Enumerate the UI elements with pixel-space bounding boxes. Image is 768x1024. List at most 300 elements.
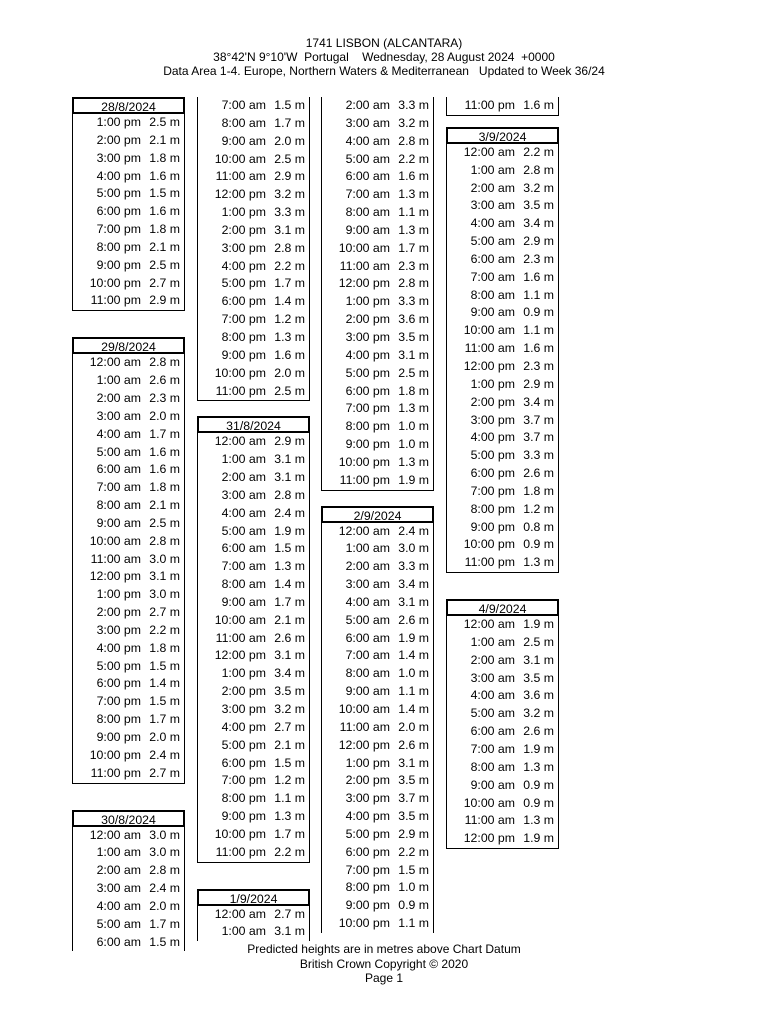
tide-height: 2.2 m bbox=[274, 258, 305, 273]
tide-height: 2.2 m bbox=[149, 622, 180, 637]
tide-time: 3:00 pm bbox=[96, 622, 141, 637]
tide-row bbox=[322, 790, 433, 808]
day-header: 28/8/2024 bbox=[72, 97, 185, 114]
tide-time: 7:00 am bbox=[221, 559, 266, 574]
tide-height: 1.8 m bbox=[398, 383, 429, 398]
day-header: 31/8/2024 bbox=[197, 416, 310, 433]
tide-time: 4:00 am bbox=[470, 688, 515, 703]
tide-column-2 bbox=[197, 97, 310, 967]
day-header: 29/8/2024 bbox=[72, 337, 185, 354]
tide-time: 6:00 pm bbox=[96, 204, 141, 219]
tide-time: 12:00 am bbox=[89, 355, 141, 370]
tide-height: 1.6 m bbox=[398, 169, 429, 184]
tide-row bbox=[198, 222, 309, 240]
tide-height: 2.5 m bbox=[149, 257, 180, 272]
tide-row bbox=[73, 765, 184, 783]
tide-height: 2.3 m bbox=[523, 358, 554, 373]
tide-time: 6:00 am bbox=[345, 630, 390, 645]
tide-row bbox=[447, 97, 558, 115]
report-header bbox=[0, 36, 768, 78]
tide-row bbox=[322, 540, 433, 558]
tide-time: 9:00 pm bbox=[345, 898, 390, 913]
tide-time: 5:00 am bbox=[345, 612, 390, 627]
tide-height: 2.4 m bbox=[149, 881, 180, 896]
tide-time: 12:00 pm bbox=[214, 648, 266, 663]
tide-row bbox=[198, 383, 309, 401]
tide-row bbox=[447, 501, 558, 519]
tide-height: 2.8 m bbox=[149, 863, 180, 878]
day-block bbox=[72, 97, 185, 311]
tide-row bbox=[73, 747, 184, 765]
tide-row bbox=[322, 400, 433, 418]
tide-row bbox=[447, 759, 558, 777]
tide-row bbox=[447, 670, 558, 688]
tide-time: 7:00 pm bbox=[345, 401, 390, 416]
tide-height: 1.0 m bbox=[398, 437, 429, 452]
tide-row bbox=[447, 358, 558, 376]
tide-rows bbox=[197, 906, 310, 942]
tide-height: 1.7 m bbox=[274, 594, 305, 609]
tide-rows bbox=[72, 114, 185, 311]
tide-row bbox=[198, 647, 309, 665]
tide-time: 5:00 am bbox=[96, 444, 141, 459]
tide-height: 2.0 m bbox=[149, 408, 180, 423]
tide-row bbox=[73, 239, 184, 257]
tide-row bbox=[447, 304, 558, 322]
tide-row bbox=[198, 906, 309, 924]
tide-height: 2.2 m bbox=[398, 844, 429, 859]
tide-height: 2.0 m bbox=[274, 365, 305, 380]
tide-height: 2.5 m bbox=[274, 151, 305, 166]
tide-row bbox=[447, 536, 558, 554]
tide-row bbox=[322, 115, 433, 133]
tide-time: 7:00 pm bbox=[96, 222, 141, 237]
tide-height: 1.0 m bbox=[398, 419, 429, 434]
tide-time: 12:00 pm bbox=[214, 187, 266, 202]
tide-height: 2.1 m bbox=[149, 498, 180, 513]
tide-time: 2:00 am bbox=[470, 180, 515, 195]
tide-height: 1.4 m bbox=[398, 702, 429, 716]
tide-time: 2:00 am bbox=[345, 98, 390, 112]
tide-row bbox=[198, 576, 309, 594]
tide-height: 3.1 m bbox=[274, 470, 305, 485]
tide-height: 3.1 m bbox=[274, 452, 305, 467]
data-area-line: Data Area 1-4. Europe, Northern Waters & Mediterranean Updated to Week 36/24 bbox=[163, 64, 605, 78]
tide-row bbox=[73, 862, 184, 880]
tide-time: 6:00 am bbox=[470, 724, 515, 739]
tide-row bbox=[198, 844, 309, 862]
tide-time: 1:00 am bbox=[96, 845, 141, 860]
tide-time: 2:00 pm bbox=[96, 605, 141, 620]
tide-height: 1.2 m bbox=[523, 501, 554, 516]
tide-height: 3.3 m bbox=[523, 448, 554, 463]
tide-row bbox=[447, 144, 558, 162]
tide-time: 9:00 am bbox=[221, 133, 266, 148]
tide-row bbox=[198, 755, 309, 773]
tide-row bbox=[322, 844, 433, 862]
tide-height: 3.1 m bbox=[398, 347, 429, 362]
tide-row bbox=[73, 658, 184, 676]
tide-row bbox=[447, 287, 558, 305]
tide-height: 2.9 m bbox=[274, 169, 305, 184]
tide-height: 3.0 m bbox=[149, 827, 180, 842]
tide-time: 10:00 am bbox=[463, 795, 515, 810]
tide-height: 1.8 m bbox=[149, 640, 180, 655]
tide-height: 3.2 m bbox=[274, 187, 305, 202]
tide-row bbox=[322, 523, 433, 541]
tide-time: 7:00 am bbox=[470, 269, 515, 284]
tide-time: 7:00 pm bbox=[345, 862, 390, 877]
tide-height: 3.5 m bbox=[523, 670, 554, 685]
tide-time: 12:00 am bbox=[338, 523, 390, 538]
tide-height: 2.1 m bbox=[274, 737, 305, 752]
tide-row bbox=[198, 240, 309, 258]
tide-height: 2.5 m bbox=[523, 634, 554, 649]
tide-row bbox=[447, 447, 558, 465]
tide-row bbox=[322, 97, 433, 115]
tide-row bbox=[198, 683, 309, 701]
day-block bbox=[197, 416, 310, 862]
tide-height: 2.5 m bbox=[149, 515, 180, 530]
tide-height: 1.8 m bbox=[149, 150, 180, 165]
tide-time: 1:00 pm bbox=[345, 755, 390, 770]
tide-height: 2.9 m bbox=[398, 826, 429, 841]
tide-rows bbox=[321, 523, 434, 933]
tide-row bbox=[73, 426, 184, 444]
tide-time: 3:00 pm bbox=[96, 150, 141, 165]
tide-height: 3.2 m bbox=[274, 702, 305, 716]
tide-height: 3.1 m bbox=[274, 222, 305, 237]
tide-time: 1:00 am bbox=[470, 162, 515, 177]
tide-row bbox=[198, 487, 309, 505]
tide-time: 7:00 am bbox=[470, 742, 515, 756]
tide-time: 11:00 am bbox=[90, 551, 141, 566]
tide-height: 3.1 m bbox=[523, 652, 554, 667]
tide-time: 10:00 am bbox=[463, 323, 515, 338]
tide-time: 8:00 am bbox=[221, 115, 266, 130]
tide-rows bbox=[321, 97, 434, 491]
tide-row bbox=[198, 665, 309, 683]
tide-row bbox=[322, 347, 433, 365]
tide-height: 0.9 m bbox=[523, 777, 554, 792]
tide-height: 2.9 m bbox=[523, 234, 554, 249]
tide-time: 3:00 am bbox=[96, 408, 141, 423]
tide-time: 11:00 pm bbox=[90, 293, 141, 308]
tide-height: 1.2 m bbox=[274, 773, 305, 788]
tide-time: 2:00 pm bbox=[221, 222, 266, 237]
tide-time: 3:00 pm bbox=[470, 412, 515, 427]
tide-rows bbox=[446, 144, 559, 573]
tide-time: 12:00 pm bbox=[338, 276, 390, 291]
tide-rows bbox=[72, 827, 185, 952]
tide-row bbox=[322, 365, 433, 383]
tide-height: 2.8 m bbox=[523, 162, 554, 177]
tide-time: 2:00 pm bbox=[96, 132, 141, 147]
tide-height: 3.2 m bbox=[523, 706, 554, 721]
tide-row bbox=[447, 634, 558, 652]
tide-row bbox=[73, 408, 184, 426]
tide-row bbox=[322, 594, 433, 612]
tide-time: 9:00 am bbox=[470, 777, 515, 792]
tide-time: 8:00 am bbox=[221, 577, 266, 592]
tide-row bbox=[198, 311, 309, 329]
tide-time: 12:00 am bbox=[214, 434, 266, 449]
tide-row bbox=[322, 454, 433, 472]
tide-time: 11:00 am bbox=[339, 719, 390, 734]
tide-row bbox=[198, 151, 309, 169]
tide-row bbox=[447, 269, 558, 287]
tide-row bbox=[322, 151, 433, 169]
tide-row bbox=[73, 844, 184, 862]
tide-height: 2.5 m bbox=[274, 383, 305, 398]
tide-row bbox=[322, 879, 433, 897]
tide-height: 1.3 m bbox=[274, 809, 305, 824]
tide-height: 2.0 m bbox=[149, 898, 180, 913]
tide-row bbox=[322, 647, 433, 665]
tide-row bbox=[322, 472, 433, 490]
tide-time: 9:00 pm bbox=[96, 257, 141, 272]
tide-row bbox=[322, 737, 433, 755]
tide-height: 3.5 m bbox=[398, 809, 429, 824]
tide-row bbox=[198, 451, 309, 469]
tide-time: 11:00 am bbox=[464, 813, 515, 828]
tide-row bbox=[198, 433, 309, 451]
tide-time: 12:00 am bbox=[463, 617, 515, 632]
tide-height: 1.5 m bbox=[274, 755, 305, 770]
tide-height: 2.8 m bbox=[398, 276, 429, 291]
tide-time: 9:00 pm bbox=[221, 809, 266, 824]
tide-time: 11:00 am bbox=[215, 630, 266, 645]
tide-time: 10:00 am bbox=[338, 702, 390, 716]
tide-time: 11:00 am bbox=[339, 258, 390, 273]
station-location: 38°42'N 9°10'W Portugal Wednesday, 28 August 2024 +0000 bbox=[213, 50, 555, 64]
tide-time: 2:00 pm bbox=[470, 394, 515, 409]
tide-rows bbox=[72, 354, 185, 783]
day-header: 4/9/2024 bbox=[446, 599, 559, 616]
tide-row bbox=[322, 612, 433, 630]
tide-row bbox=[198, 808, 309, 826]
tide-height: 1.4 m bbox=[398, 648, 429, 663]
tide-row bbox=[322, 897, 433, 915]
tide-time: 11:00 am bbox=[464, 341, 515, 356]
tide-row bbox=[73, 203, 184, 221]
tide-row bbox=[198, 204, 309, 222]
tide-height: 1.9 m bbox=[523, 831, 554, 846]
tide-row bbox=[73, 292, 184, 310]
tide-height: 1.0 m bbox=[398, 666, 429, 681]
tide-height: 3.0 m bbox=[149, 551, 180, 566]
tide-row bbox=[73, 354, 184, 372]
tide-column-1 bbox=[72, 97, 185, 977]
tide-height: 1.1 m bbox=[398, 684, 429, 699]
tide-row bbox=[322, 755, 433, 773]
tide-height: 2.6 m bbox=[523, 466, 554, 481]
tide-time: 3:00 pm bbox=[221, 240, 266, 255]
tide-height: 2.1 m bbox=[274, 612, 305, 627]
tide-row bbox=[447, 465, 558, 483]
tide-time: 2:00 pm bbox=[345, 312, 390, 327]
tide-height: 1.7 m bbox=[149, 426, 180, 441]
tide-row bbox=[198, 97, 309, 115]
tide-time: 11:00 pm bbox=[339, 472, 390, 487]
tide-row bbox=[198, 293, 309, 311]
tide-height: 2.3 m bbox=[149, 390, 180, 405]
tide-height: 2.4 m bbox=[149, 747, 180, 762]
tide-column-3 bbox=[321, 97, 434, 959]
tide-height: 2.4 m bbox=[398, 523, 429, 538]
tide-height: 2.2 m bbox=[523, 144, 554, 159]
tide-height: 2.1 m bbox=[149, 239, 180, 254]
tide-time: 6:00 pm bbox=[345, 383, 390, 398]
tide-row bbox=[198, 719, 309, 737]
tide-row bbox=[73, 461, 184, 479]
tide-height: 0.9 m bbox=[398, 898, 429, 913]
tide-time: 5:00 am bbox=[96, 916, 141, 931]
tide-row bbox=[447, 777, 558, 795]
tide-time: 9:00 pm bbox=[470, 519, 515, 534]
tide-row bbox=[73, 551, 184, 569]
tide-time: 5:00 pm bbox=[345, 365, 390, 380]
tide-height: 2.8 m bbox=[274, 240, 305, 255]
tide-height: 3.4 m bbox=[398, 577, 429, 592]
tide-time: 6:00 pm bbox=[470, 466, 515, 481]
tide-row bbox=[73, 533, 184, 551]
tide-time: 6:00 am bbox=[345, 169, 390, 184]
tide-time: 6:00 am bbox=[96, 462, 141, 477]
tide-height: 1.6 m bbox=[523, 98, 554, 112]
tide-height: 1.4 m bbox=[149, 676, 180, 691]
tide-row bbox=[73, 622, 184, 640]
tide-row bbox=[447, 812, 558, 830]
tide-height: 1.4 m bbox=[274, 294, 305, 309]
tide-time: 7:00 pm bbox=[221, 312, 266, 327]
day-block bbox=[72, 337, 185, 783]
tide-height: 2.8 m bbox=[398, 133, 429, 148]
tide-row bbox=[73, 372, 184, 390]
tide-time: 5:00 pm bbox=[345, 826, 390, 841]
tide-height: 1.7 m bbox=[274, 826, 305, 841]
tide-time: 4:00 pm bbox=[221, 719, 266, 734]
tide-row bbox=[198, 347, 309, 365]
tide-row bbox=[447, 741, 558, 759]
tide-time: 9:00 am bbox=[96, 515, 141, 530]
tide-row bbox=[322, 186, 433, 204]
tide-row bbox=[322, 558, 433, 576]
tide-time: 6:00 pm bbox=[221, 294, 266, 309]
tide-time: 5:00 pm bbox=[470, 448, 515, 463]
tide-row bbox=[447, 723, 558, 741]
tide-time: 1:00 am bbox=[345, 541, 390, 556]
tide-height: 3.0 m bbox=[398, 541, 429, 556]
tide-height: 3.4 m bbox=[523, 394, 554, 409]
tide-time: 4:00 am bbox=[470, 216, 515, 231]
tide-height: 2.6 m bbox=[274, 630, 305, 645]
tide-height: 0.8 m bbox=[523, 519, 554, 534]
tide-time: 8:00 pm bbox=[470, 501, 515, 516]
tide-time: 8:00 pm bbox=[221, 791, 266, 806]
tide-time: 8:00 pm bbox=[96, 712, 141, 727]
tide-row bbox=[447, 483, 558, 501]
tide-time: 12:00 am bbox=[214, 906, 266, 921]
tide-row bbox=[73, 711, 184, 729]
tide-time: 8:00 am bbox=[96, 498, 141, 513]
tide-row bbox=[73, 497, 184, 515]
tide-row bbox=[73, 168, 184, 186]
tide-row bbox=[322, 701, 433, 719]
tide-row bbox=[198, 186, 309, 204]
tide-height: 2.8 m bbox=[274, 487, 305, 502]
day-header: 30/8/2024 bbox=[72, 810, 185, 827]
tide-height: 1.6 m bbox=[149, 462, 180, 477]
tide-time: 10:00 pm bbox=[214, 826, 266, 841]
tide-time: 6:00 am bbox=[470, 251, 515, 266]
tide-time: 10:00 pm bbox=[214, 365, 266, 380]
tide-height: 3.7 m bbox=[523, 412, 554, 427]
tide-time: 10:00 pm bbox=[89, 275, 141, 290]
tide-height: 3.1 m bbox=[398, 755, 429, 770]
tide-row bbox=[322, 772, 433, 790]
tide-time: 6:00 am bbox=[221, 541, 266, 556]
tide-row bbox=[198, 258, 309, 276]
tide-height: 3.0 m bbox=[149, 587, 180, 602]
tide-row bbox=[322, 204, 433, 222]
tide-time: 10:00 pm bbox=[338, 916, 390, 931]
tide-time: 4:00 pm bbox=[345, 809, 390, 824]
tide-height: 3.5 m bbox=[398, 773, 429, 788]
tide-time: 3:00 pm bbox=[345, 791, 390, 806]
tide-column-4 bbox=[446, 97, 559, 875]
tide-height: 2.6 m bbox=[149, 373, 180, 388]
day-block-continued bbox=[321, 97, 434, 491]
tide-time: 6:00 pm bbox=[221, 755, 266, 770]
tide-time: 3:00 pm bbox=[221, 702, 266, 716]
tide-height: 1.3 m bbox=[274, 559, 305, 574]
tide-time: 1:00 am bbox=[470, 634, 515, 649]
tide-height: 2.9 m bbox=[149, 293, 180, 308]
tide-height: 2.4 m bbox=[274, 505, 305, 520]
tide-time: 1:00 pm bbox=[221, 205, 266, 220]
tide-time: 5:00 am bbox=[470, 234, 515, 249]
tide-row bbox=[447, 412, 558, 430]
tide-row bbox=[447, 376, 558, 394]
tide-height: 2.9 m bbox=[274, 434, 305, 449]
tide-row bbox=[447, 795, 558, 813]
tide-height: 2.8 m bbox=[149, 533, 180, 548]
tide-row bbox=[73, 693, 184, 711]
tide-time: 8:00 pm bbox=[345, 880, 390, 895]
tide-height: 3.3 m bbox=[398, 559, 429, 574]
tide-time: 8:00 am bbox=[345, 666, 390, 681]
tide-row bbox=[73, 185, 184, 203]
tide-time: 8:00 pm bbox=[96, 239, 141, 254]
page-number: Page 1 bbox=[364, 971, 404, 985]
tide-time: 1:00 am bbox=[221, 924, 266, 939]
tide-row bbox=[198, 558, 309, 576]
tide-time: 3:00 am bbox=[345, 115, 390, 130]
tide-height: 1.7 m bbox=[149, 712, 180, 727]
tide-height: 2.7 m bbox=[149, 605, 180, 620]
tide-height: 3.7 m bbox=[398, 791, 429, 806]
tide-height: 1.8 m bbox=[149, 222, 180, 237]
tide-height: 1.5 m bbox=[149, 694, 180, 709]
tide-height: 1.1 m bbox=[274, 791, 305, 806]
tide-row bbox=[73, 515, 184, 533]
tide-time: 11:00 pm bbox=[464, 555, 515, 570]
tide-row bbox=[198, 365, 309, 383]
tide-height: 2.7 m bbox=[274, 906, 305, 921]
tide-row bbox=[73, 257, 184, 275]
tide-height: 2.3 m bbox=[523, 251, 554, 266]
